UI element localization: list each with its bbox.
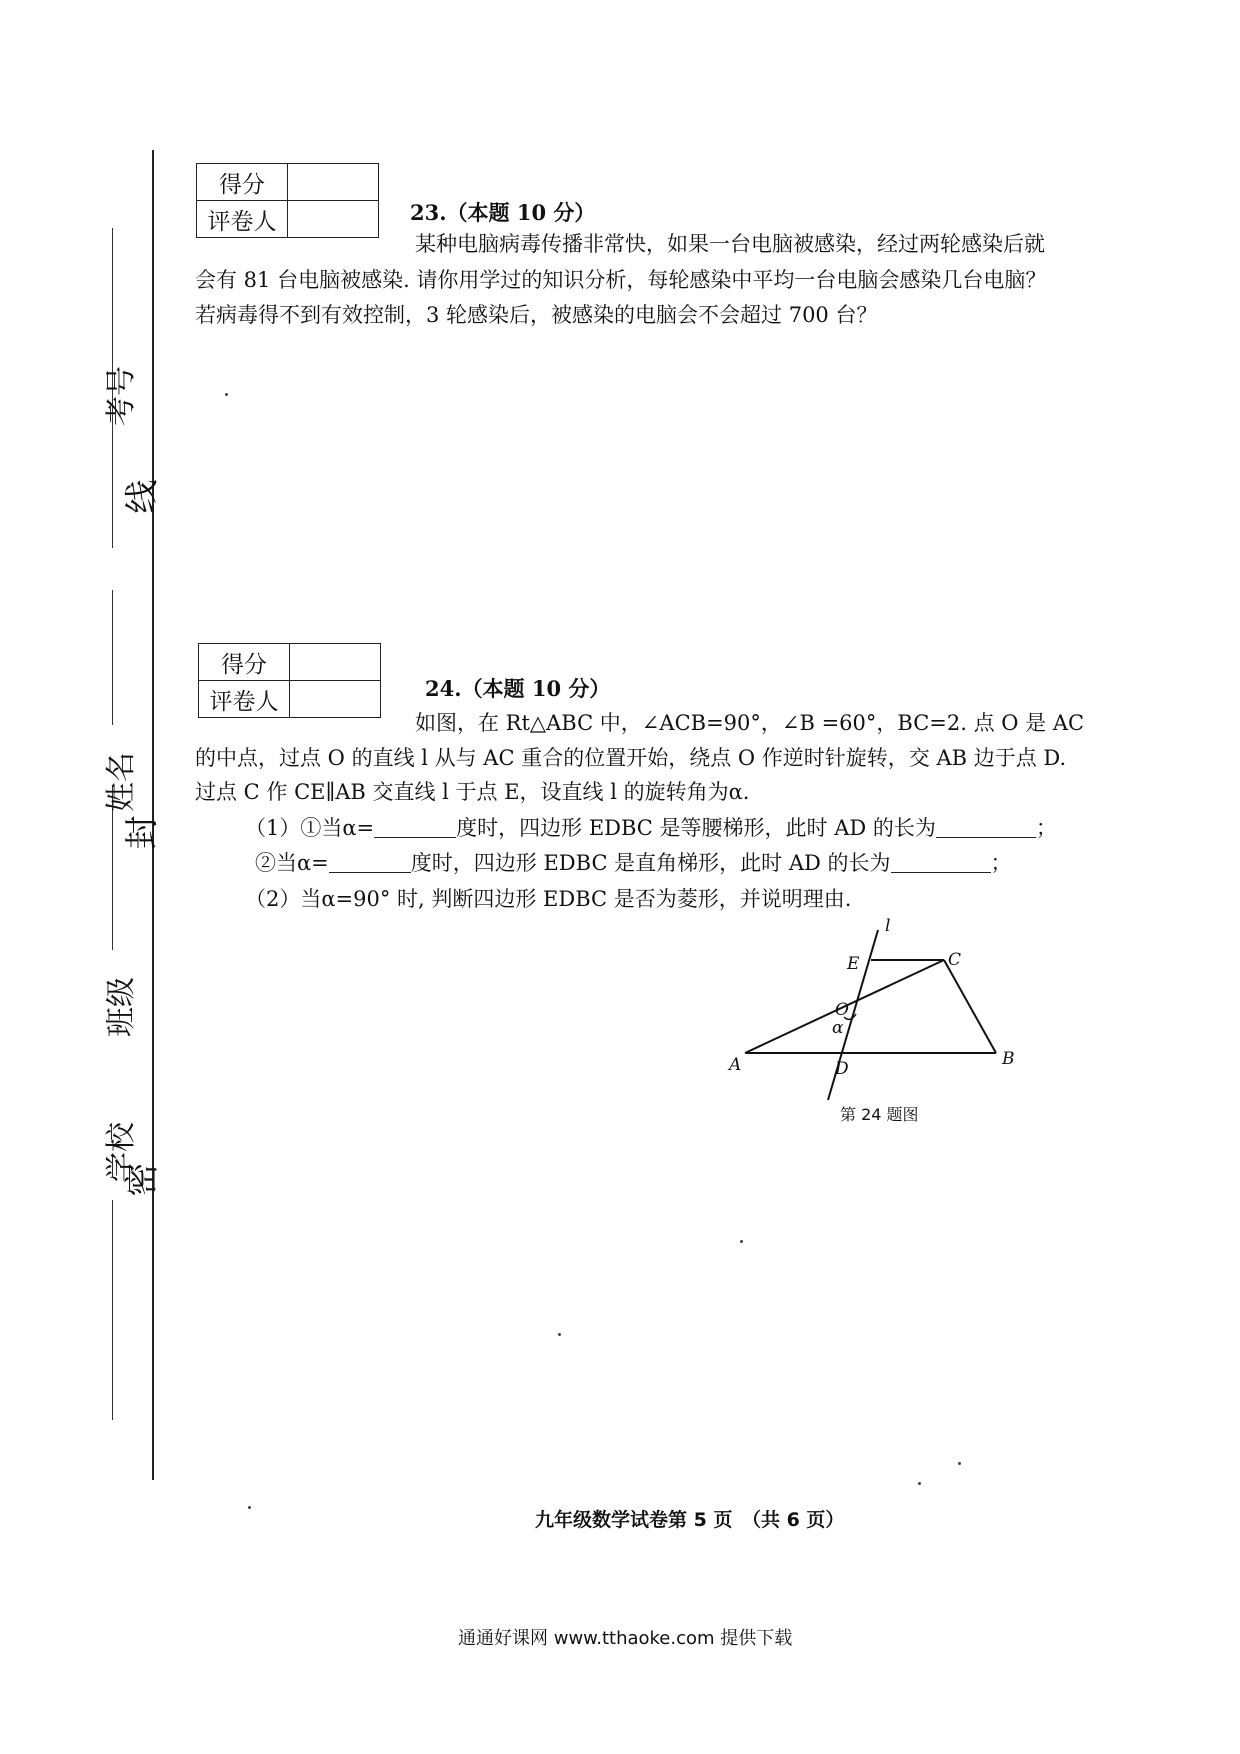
scan-speck [740,1240,743,1243]
seal-xian: 线 [122,479,163,514]
q24-blank-2[interactable] [936,815,1036,838]
seal-mi: 密 [122,1162,163,1197]
q23-title: 23.（本题 10 分） [410,200,596,225]
label-D: D [835,1059,849,1079]
q24-blank-4[interactable] [891,850,991,873]
q24-part1a [245,811,1057,846]
q24-score-label: 得分 [199,644,290,681]
scan-speck [225,393,228,396]
q23-grader-value [288,201,379,238]
label-O: O [835,1000,849,1020]
q24-part2: （2）当α=90° 时, 判断四边形 EDBC 是否为菱形，并说明理由. [245,887,852,911]
q24-score-value [290,644,381,681]
q23-score-table [196,163,379,238]
label-C: C [948,950,962,970]
scan-speck [558,1333,561,1336]
q24-figure [720,915,1020,1125]
q24-part1a-pre: （1）①当α= [245,816,375,840]
page-footer: 九年级数学试卷第 5 页 （共 6 页） [535,1509,845,1531]
margin-label-xuexiao: 学校 [104,1122,139,1182]
q24-line2: 的中点，过点 O 的直线 l 从与 AC 重合的位置开始，绕点 O 作逆时针旋转，交 AB 边于点 D. [195,746,1067,770]
q24-part1b-end: ； [990,851,1012,875]
scan-speck [918,1482,921,1485]
q24-part1b-pre: ②当α= [255,851,329,875]
label-E: E [847,954,860,974]
q24-part1a-mid: 度时，四边形 EDBC 是等腰梯形，此时 AD 的长为 [456,816,936,840]
margin-label-banji: 班级 [104,977,139,1037]
q24-line1: 如图，在 Rt△ABC 中，∠ACB=90°，∠B =60°，BC=2. 点 O 是 AC [415,711,1085,735]
field-line-bottom [112,1200,113,1420]
q24-score-table [198,643,381,718]
scan-speck [958,1462,961,1465]
field-line-mid [112,590,113,725]
label-alpha: α [832,1018,844,1038]
q23-line1: 某种电脑病毒传播非常快，如果一台电脑被感染，经过两轮感染后就 [415,232,1045,256]
label-l: l [885,916,891,936]
q24-part1b-mid: 度时，四边形 EDBC 是直角梯形，此时 AD 的长为 [410,851,891,875]
scan-speck [248,1506,251,1509]
q23-score-value [288,164,379,201]
q24-grader-label: 评卷人 [199,681,290,718]
q24-line3: 过点 C 作 CE∥AB 交直线 l 于点 E，设直线 l 的旋转角为α. [195,780,750,804]
q23-grader-label: 评卷人 [197,201,288,238]
q24-blank-1[interactable] [374,815,456,838]
q24-part1b [255,846,1012,881]
q24-part1a-end: ； [1035,816,1057,840]
label-A: A [729,1055,742,1075]
label-B: B [1002,1049,1015,1069]
site-watermark: 通通好课网 www.tthaoke.com 提供下载 [458,1628,793,1649]
q24-title: 24.（本题 10 分） [425,676,611,701]
segment-CB [944,960,996,1053]
figure-caption: 第 24 题图 [840,1105,919,1124]
q23-score-label: 得分 [197,164,288,201]
q23-line3: 若病毒得不到有效控制，3 轮感染后，被感染的电脑会不会超过 700 台？ [195,303,878,327]
q24-blank-3[interactable] [329,850,411,873]
q24-grader-value [290,681,381,718]
q23-line2: 会有 81 台电脑被感染. 请你用学过的知识分析，每轮感染中平均一台电脑会感染几台电脑？ [195,268,1047,292]
seal-feng: 封 [122,815,163,850]
margin-label-xingming: 姓名 [104,752,139,812]
margin-label-kaohao: 考号 [104,366,139,426]
